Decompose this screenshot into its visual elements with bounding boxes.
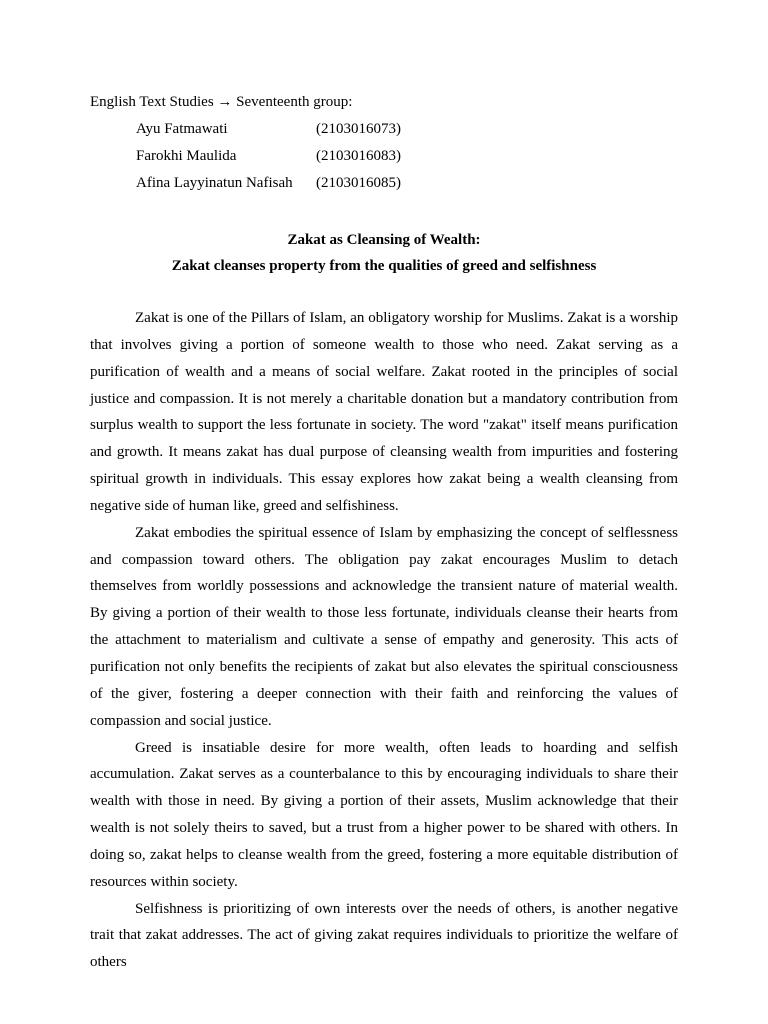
- paragraph: Selfishness is prioritizing of own interests over the needs of others, is another negative trait that zakat addresses. The act of giving zakat requires individuals to prioritize the welfare of others: [90, 900, 678, 971]
- member-row: [136, 145, 656, 167]
- member-name: Afina Layyinatun Nafisah: [136, 175, 293, 191]
- essay-subtitle: Zakat cleanses property from the qualities of greed and selfishness: [171, 258, 597, 274]
- member-row: [136, 172, 656, 194]
- paragraph: Greed is insatiable desire for more wealth, often leads to hoarding and selfish accumulation. Zakat serves as a counterbalance to this by encouraging individuals to share their wealth with those in need. By giving a portion of their assets, Muslim acknowledge that their wealth is not solely theirs to saved, but a trust from a higher power to be shared with others. In doing so, zakat helps to cleanse wealth from the greed, fostering a more equitable distribution of resources within society.: [90, 739, 678, 890]
- paragraph: Zakat embodies the spiritual essence of Islam by emphasizing the concept of selflessness and compassion toward others. The obligation pay zakat encourages Muslim to detach themselves from worldly possessions and acknowledge the transient nature of material wealth. By giving a portion of their wealth to those less fortunate, individuals cleanse their hearts from the attachment to materialism and cultivate a sense of empathy and generosity. This acts of purification not only benefits the recipients of zakat but also elevates the spiritual consciousness of the giver, fostering a deeper connection with their faith and reinforcing the values of compassion and social justice.: [90, 524, 678, 729]
- essay-title: Zakat as Cleansing of Wealth:: [287, 232, 481, 248]
- member-row: [136, 118, 656, 140]
- group-header: English Text Studies → Seventeenth group:: [90, 94, 353, 110]
- member-name: Ayu Fatmawati: [136, 121, 228, 137]
- paragraph: Zakat is one of the Pillars of Islam, an obligatory worship for Muslims. Zakat is a worship that involves giving a portion of someone wealth to those who need. Zakat serving as a purification of wealth and a means of social welfare. Zakat rooted in the principles of social justice and compassion. It is not merely a charitable donation but a mandatory contribution from surplus wealth to support the less fortunate in society. The word "zakat" itself means purification and growth. It means zakat has dual purpose of cleansing wealth from impurities and fostering spiritual growth in individuals. This essay explores how zakat being a wealth cleansing from negative side of human like, greed and selfishiness.: [90, 310, 678, 514]
- member-id: (2103016083): [316, 148, 401, 164]
- essay-body: [90, 305, 678, 976]
- member-name: Farokhi Maulida: [136, 148, 237, 164]
- member-id: (2103016085): [316, 175, 401, 191]
- member-id: (2103016073): [316, 121, 401, 137]
